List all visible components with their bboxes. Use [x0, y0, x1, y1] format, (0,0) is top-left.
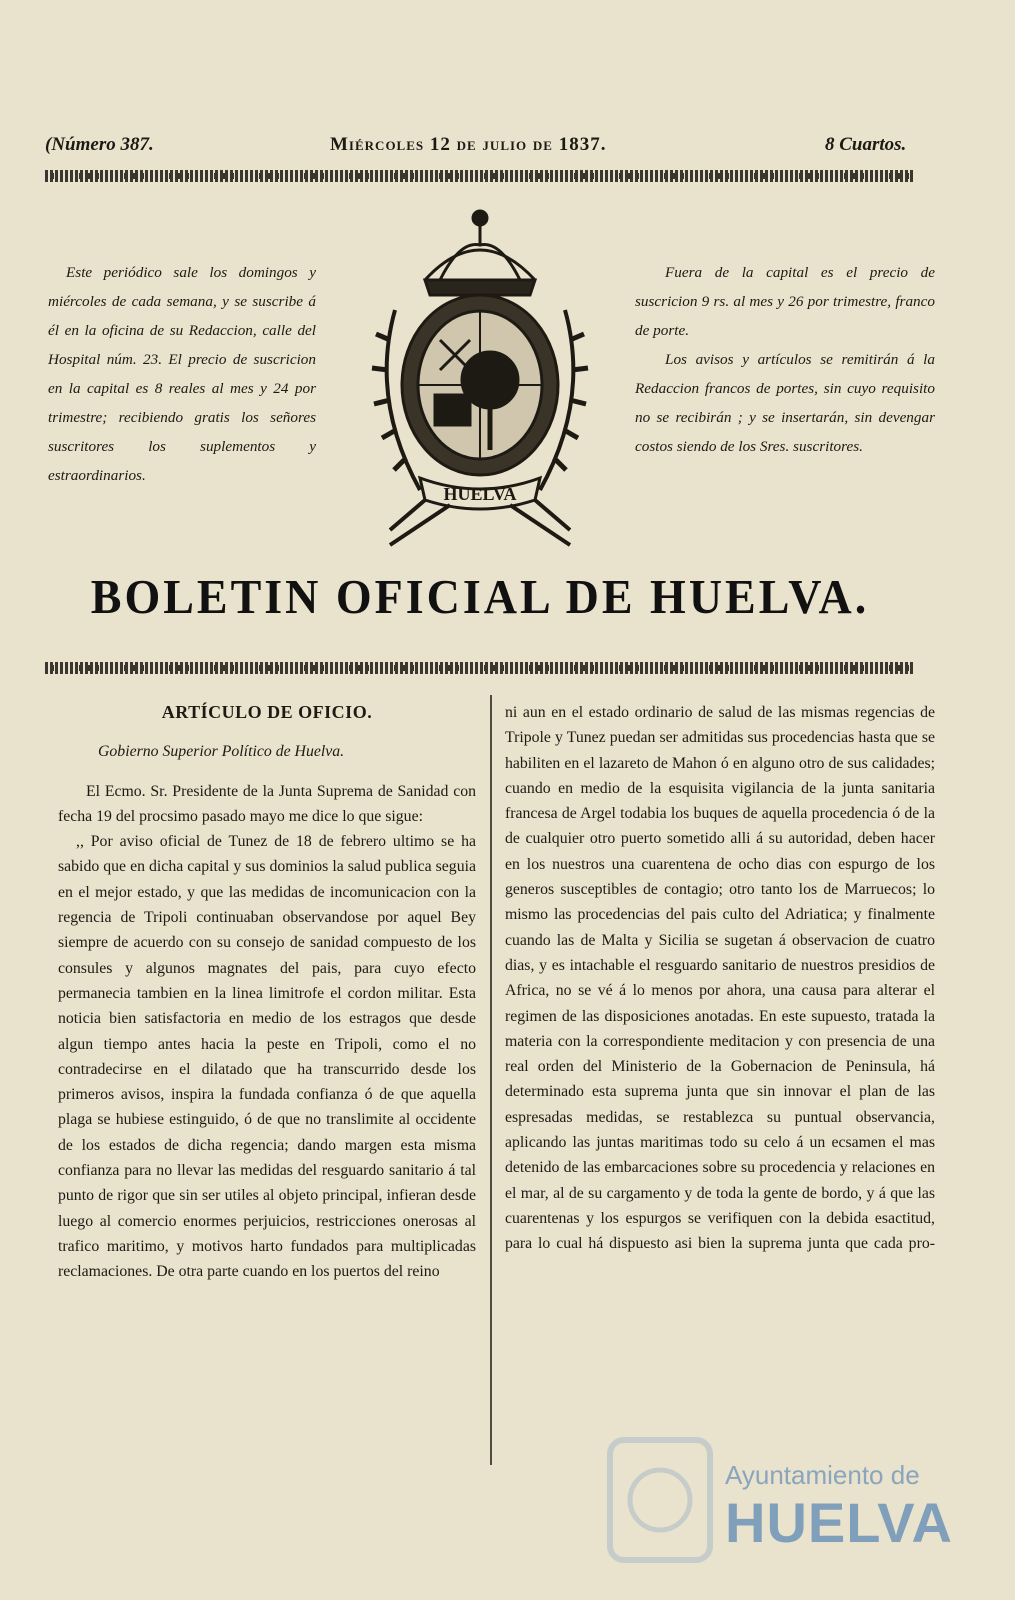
article-column-left	[58, 700, 476, 1285]
watermark-line-2: HUELVA	[725, 1491, 953, 1554]
subscription-notice-left	[48, 258, 316, 490]
notice-left-text: Este periódico sale los domingos y miércoles de cada semana, y se suscribe á él en la oficina de su Redaccion, calle del Hospital núm. 23. El precio de suscricion en la capital es 8 reales al mes y 24 por trimestre; recibiendo gratis los señores suscritores los suplementos y estraordinarios.	[48, 264, 316, 484]
watermark-line-1: Ayuntamiento de	[725, 1460, 920, 1490]
article-subheading: Gobierno Superior Político de Huelva.	[98, 743, 345, 761]
article-body-right: ni aun en el estado ordinario de salud de las mismas regencias de Tripole y Tunez puedan ser admitidas sus procedencias hasta que se habiliten en el lazareto de Mahon ó en alguno otro de sus calidades; cuando en medio de la esquisita vigilancia de la junta sanitaria francesa de Argel todabia los buques de aquella procedencia ó de la de cualquier otro puerto sometido alli á su autoridad, deben hacer en los nuestros una cuarentena de ocho dias con espurgo de los generos susceptibles de contagio; otro tanto los de Marruecos; lo mismo las procedencias del pais culto del Adriatica; y finalmente cuando las de Malta y Sicilia se sugetan á observacion de cuatro dias, y es intachable el resguardo sanitario de nuestros presidios de Africa, no se vé á lo menos por ahora, una causa para alterar el regimen de las disposiciones anotadas. En este supuesto, tratada la materia con la correspondiente meditacion y con presencia de una real orden del Ministerio de la Gobernacion de Peninsula, há determinado esta suprema junta que sin innovar el plan de las espresadas medidas, se restablezca su puntual observancia, aplicando las juntas maritimas todo su celo á un ecsamen el mas detenido de las embarcaciones sobre su procedencia y relaciones en el mar, al de su cargamento y de toda la gente de bordo, y á que las cuarentenas y los espurgos se verifiquen con la debida esactitud, para lo cual há dispuesto asi bien la suprema junta que cada pro-	[505, 704, 935, 1253]
article-body-left: ,, Por aviso oficial de Tunez de 18 de febrero ultimo se ha sabido que en dicha capital y sus dominios la salud publica seguia en el mejor estado, y que las medidas de incomunicacion con la regencia de Tripoli continuaban observandose por aquel Bey siempre de acuerdo con su consejo de sanidad compuesto de los consules y algunos magnates del pais, para cuyo efecto permanecia tambien en la linea limitrofe el cordon militar. Esta noticia bien satisfactoria en medio de los estragos que desde algun tiempo antes hacia la peste en Tripoli, como el no contradecirse en el dilatado que ha transcurrido desde los primeros avisos, inspira la fundada confianza ó de que aquella plaga se hubiese estinguido, ó de que no translimite al occidente de los estados de dicha regencia; dando margen esta misma confianza para no llevar las medidas del resguardo sanitario á tal punto de rigor que sin ser utiles al objeto principal, infieran desde luego al comercio enormes perjuicios, restricciones onerosas al trafico maritimo, y motivos harto fundados para multiplicadas reclamaciones. De otra parte cuando en los puertos del reino	[58, 833, 476, 1281]
masthead-title: BOLETIN OFICIAL DE HUELVA.	[90, 569, 870, 624]
article-column-right	[505, 700, 935, 1257]
issue-number: (Número 387.	[45, 134, 154, 155]
notice-right-text-2: Los avisos y artículos se remitirán á la Redaccion francos de portes, sin cuyo requisito no se recibirán ; y se insertarán, sin devengar costos siendo de los Sres. suscritores.	[635, 351, 935, 455]
column-divider	[490, 695, 492, 1465]
ornamental-rule-top	[45, 170, 915, 182]
coat-of-arms-icon	[330, 200, 630, 560]
article-heading: ARTÍCULO DE OFICIO.	[161, 702, 373, 722]
subscription-notice-right	[635, 258, 935, 461]
issue-date: Miércoles 12 de julio de 1837.	[330, 134, 607, 155]
notice-right-text-1: Fuera de la capital es el precio de suscricion 9 rs. al mes y 26 por trimestre, franco de porte.	[635, 264, 935, 339]
masthead-info-line	[45, 130, 945, 164]
issue-price: 8 Cuartos.	[825, 134, 907, 155]
crest-ribbon-label: HUELVA	[443, 484, 517, 504]
article-intro: El Ecmo. Sr. Presidente de la Junta Suprema de Sanidad con fecha 19 del procsimo pasado mayo me dice lo que sigue:	[58, 782, 476, 825]
ornamental-rule-bottom	[45, 662, 915, 674]
